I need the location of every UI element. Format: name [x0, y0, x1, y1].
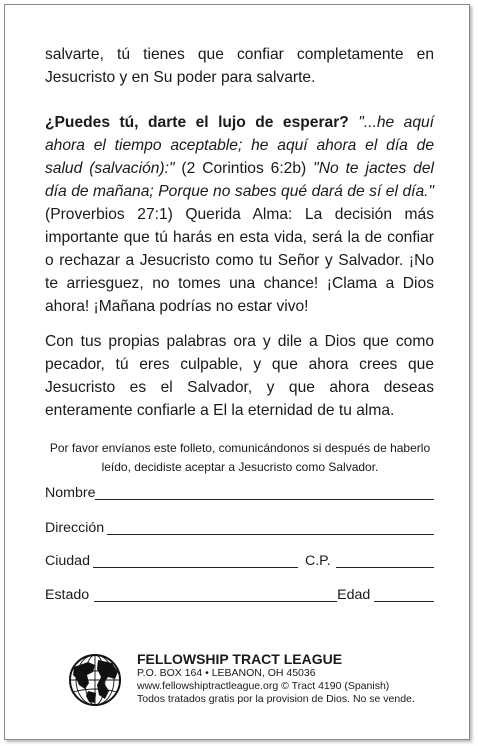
question-heading: ¿Puedes tú, darte el lujo de esperar?: [45, 114, 349, 131]
quote-corintios: "...he aquí ahora el tiempo aceptable; he aquí ahora el día de salud (salvación):": [45, 114, 434, 177]
org-website: www.fellowshiptractleague.org © Tract 4190 (Spanish): [137, 680, 390, 692]
footer-info: [137, 651, 457, 706]
ciudad-label: Ciudad: [45, 553, 90, 569]
tract-page: [4, 4, 470, 740]
nombre-field: [45, 483, 434, 501]
org-note: Todos tratados gratis por la provision de Dios. No se vende.: [137, 693, 415, 705]
edad-line[interactable]: [374, 601, 434, 602]
estado-label: Estado: [45, 587, 90, 603]
ciudad-cp-field: [45, 551, 434, 569]
org-name: FELLOWSHIP TRACT LEAGUE: [137, 651, 343, 667]
quote-proverbios: "No te jactes del día de mañana; Porque no sabes qué dará de sí el día.": [45, 160, 434, 200]
paragraph-esperar: [45, 111, 434, 318]
estado-line[interactable]: [94, 601, 337, 602]
direccion-line[interactable]: [107, 534, 434, 535]
notice-text: Por favor envíanos este folleto, comunicándonos si después de haberlo leído, decidiste aceptar a Jesucristo como Salvador.: [49, 441, 431, 474]
edad-label: Edad: [337, 587, 371, 603]
estado-edad-field: [45, 585, 434, 603]
ref-corintios: (2 Corintios 6:2b): [181, 160, 307, 177]
paragraph-ora: Con tus propias palabras ora y dile a Dios que como pecador, tú eres culpable, y que ahora crees que Jesucristo es el Salvador, y que ahora deseas enteramente confiarle a El la eternidad de tu alma.: [45, 333, 434, 419]
paragraph-salvarte: salvarte, tú tienes que confiar completamente en Jesucristo y en Su poder para salvarte.: [45, 46, 434, 86]
direccion-label: Dirección: [45, 520, 105, 536]
globe-icon: [68, 653, 122, 707]
org-address: P.O. BOX 164 • LEBANON, OH 45036: [137, 667, 316, 679]
cp-label: C.P.: [304, 553, 331, 569]
nombre-line[interactable]: [95, 499, 434, 500]
nombre-label: Nombre: [45, 485, 96, 501]
paragraph-esperar-rest: (Proverbios 27:1) Querida Alma: La decisión más importante que tú harás en esta vida, será la de confiar o rechazar a Jesucristo como tu Señor y Salvador. ¡No te arriesguez, no tomes una chance! ¡Clama a Dios ahora! ¡Mañana podrías no estar vivo!: [45, 206, 434, 315]
ciudad-line[interactable]: [93, 567, 298, 568]
direccion-field: [45, 518, 434, 536]
cp-line[interactable]: [336, 567, 434, 568]
